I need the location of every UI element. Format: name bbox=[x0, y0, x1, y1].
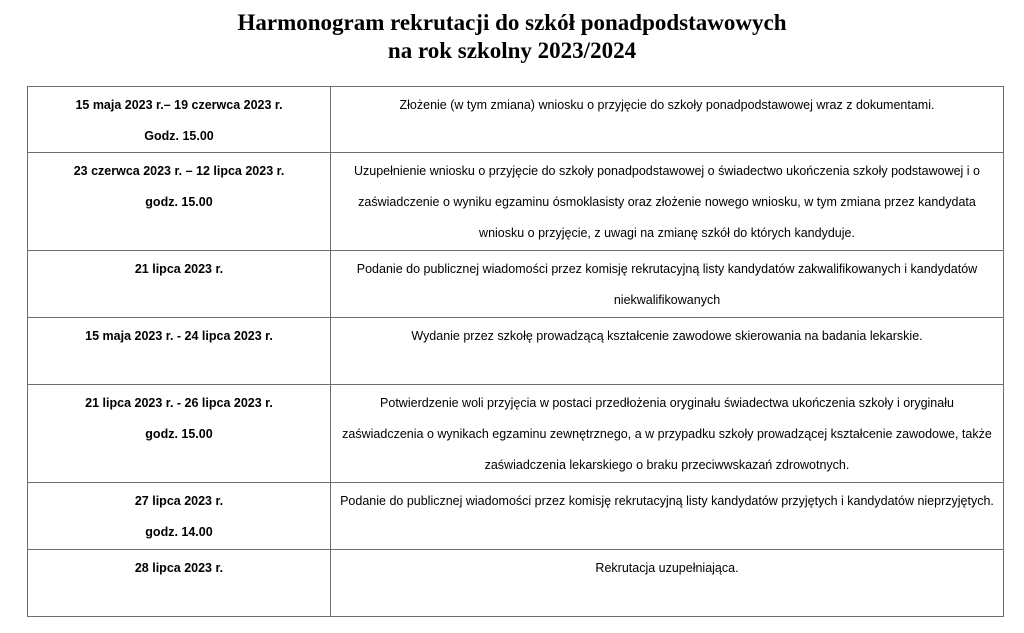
title-line-2: na rok szkolny 2023/2024 bbox=[387, 38, 637, 63]
title-line-1: Harmonogram rekrutacji do szkół ponadpodstawowych bbox=[237, 10, 787, 35]
table-row bbox=[28, 550, 1004, 617]
date-cell bbox=[28, 87, 331, 153]
table-row bbox=[28, 318, 1004, 385]
date-range: 27 lipca 2023 r. bbox=[134, 494, 224, 508]
date-cell bbox=[28, 318, 331, 385]
date-range: 21 lipca 2023 r. bbox=[134, 262, 224, 276]
description-cell: Podanie do publicznej wiadomości przez komisję rekrutacyjną listy kandydatów zakwalifikowanych i kandydatów niekwalifikowanych bbox=[331, 251, 1004, 318]
table-row bbox=[28, 385, 1004, 483]
date-cell bbox=[28, 251, 331, 318]
table-row bbox=[28, 153, 1004, 251]
description-cell: Rekrutacja uzupełniająca. bbox=[331, 550, 1004, 617]
date-cell bbox=[28, 153, 331, 251]
table-row bbox=[28, 483, 1004, 550]
description-cell: Wydanie przez szkołę prowadzącą kształcenie zawodowe skierowania na badania lekarskie. bbox=[331, 318, 1004, 385]
date-range: 21 lipca 2023 r. - 26 lipca 2023 r. bbox=[85, 396, 273, 410]
deadline-time: godz. 15.00 bbox=[145, 427, 213, 441]
document-title bbox=[0, 9, 1024, 65]
table-row bbox=[28, 87, 1004, 153]
description-cell: Uzupełnienie wniosku o przyjęcie do szkoły ponadpodstawowej o świadectwo ukończenia szkoły podstawowej i o zaświadczenie o wyniku egzaminu ósmoklasisty oraz złożenie nowego wniosku, w tym zmiana przez kandydata wniosku o przyjęcie, z uwagi na zmianę szkół do których kandyduje. bbox=[331, 153, 1004, 251]
deadline-time: godz. 15.00 bbox=[145, 195, 213, 209]
deadline-time: godz. 14.00 bbox=[145, 525, 213, 539]
description-cell: Potwierdzenie woli przyjęcia w postaci przedłożenia oryginału świadectwa ukończenia szkoły i oryginału zaświadczenia o wynikach egzaminu zewnętrznego, a w przypadku szkoły prowadzącej kształcenie zawodowe, także zaświadczenia lekarskiego o braku przeciwwskazań zdrowotnych. bbox=[331, 385, 1004, 483]
deadline-time: Godz. 15.00 bbox=[144, 129, 214, 143]
date-range: 15 maja 2023 r. - 24 lipca 2023 r. bbox=[85, 329, 273, 343]
date-cell bbox=[28, 483, 331, 550]
description-cell: Złożenie (w tym zmiana) wniosku o przyjęcie do szkoły ponadpodstawowej wraz z dokumentami. bbox=[331, 87, 1004, 153]
date-cell bbox=[28, 550, 331, 617]
recruitment-schedule-table bbox=[27, 86, 1004, 617]
date-range: 23 czerwca 2023 r. – 12 lipca 2023 r. bbox=[73, 164, 285, 178]
date-cell bbox=[28, 385, 331, 483]
date-range: 15 maja 2023 r.– 19 czerwca 2023 r. bbox=[75, 98, 283, 112]
description-cell: Podanie do publicznej wiadomości przez komisję rekrutacyjną listy kandydatów przyjętych i kandydatów nieprzyjętych. bbox=[331, 483, 1004, 550]
date-range: 28 lipca 2023 r. bbox=[134, 561, 224, 575]
table-row bbox=[28, 251, 1004, 318]
